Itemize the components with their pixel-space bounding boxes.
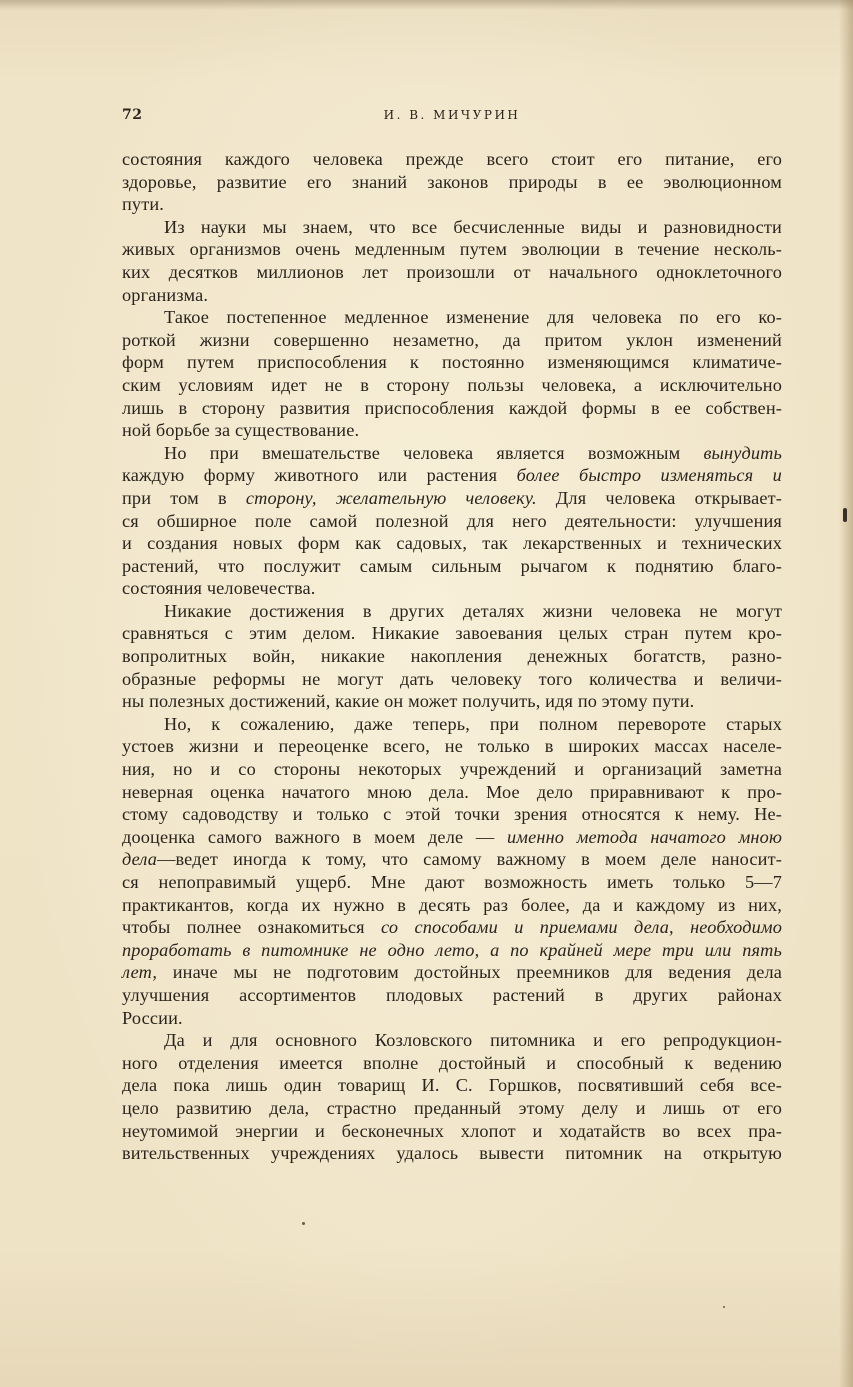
text-line <box>122 1142 782 1165</box>
text-segment: Да и для основного Козловского питомника и его репродукцион- <box>164 1030 782 1051</box>
text-line <box>122 848 782 871</box>
text-line <box>122 1097 782 1120</box>
text-segment: и создания новых форм как садовых, так лекарственных и технических <box>122 533 782 554</box>
text-line <box>122 1074 782 1097</box>
text-segment: сравняться с этим делом. Никакие завоевания целых стран путем кро- <box>122 623 782 644</box>
text-line <box>122 600 782 623</box>
text-segment: роткой жизни совершенно незаметно, да притом уклон изменений <box>122 329 782 350</box>
text-line <box>122 916 782 939</box>
text-segment: Такое постепенное медленное изменение для человека по его ко- <box>164 307 782 328</box>
text-line <box>122 555 782 578</box>
text-segment: живых организмов очень медленным путем эволюции в течение несколь- <box>122 239 782 260</box>
text-line <box>122 781 782 804</box>
italic-text: проработать в питомнике не одно лето, а по крайней мере три или пять <box>122 939 782 960</box>
text-line <box>122 487 782 510</box>
text-line <box>122 464 782 487</box>
text-segment: ны полезных достижений, какие он может получить, идя по этому пути. <box>122 691 695 712</box>
text-segment: дела пока лишь один товарищ И. С. Горшков, посвятивший себя все- <box>122 1075 782 1096</box>
text-line <box>122 148 782 171</box>
text-line <box>122 713 782 736</box>
text-segment: ния, но и со стороны некоторых учреждений и организаций заметна <box>122 759 782 780</box>
body-text <box>122 148 782 1165</box>
italic-text: более быстро изменяться и <box>516 465 782 486</box>
text-line <box>122 1029 782 1052</box>
text-segment: Но, к сожалению, даже теперь, при полном перевороте старых <box>164 713 782 734</box>
margin-mark <box>843 508 847 522</box>
text-line <box>122 735 782 758</box>
text-segment: неутомимой энергии и бесконечных хлопот и ходатайств во всех пра- <box>122 1120 782 1141</box>
text-segment: ся непоправимый ущерб. Мне дают возможность иметь только 5—7 <box>122 872 782 892</box>
italic-text: лет, <box>122 962 158 983</box>
italic-text: со способами и приемами дела, необходимо <box>381 917 782 938</box>
text-segment: России. <box>122 1007 183 1028</box>
text-segment: улучшения ассортиментов плодовых растений в других районах <box>122 984 782 1005</box>
text-line <box>122 577 782 600</box>
text-segment: Из науки мы знаем, что все бесчисленные виды и разновидности <box>164 216 782 237</box>
text-line <box>122 193 782 216</box>
text-segment: Для человека открывает- <box>536 487 782 508</box>
text-segment: ся обширное поле самой полезной для него деятельности: улучшения <box>122 510 782 531</box>
text-segment: ной борьбе за существование. <box>122 420 360 441</box>
text-segment: лишь в сторону развития приспособления каждой формы в ее собствен- <box>122 397 782 418</box>
text-segment: устоев жизни и переоценке всего, не только в широких массах населе- <box>122 736 782 757</box>
text-line <box>122 622 782 645</box>
text-line <box>122 803 782 826</box>
text-segment: Но при вмешательстве человека является возможным <box>164 442 704 463</box>
text-line <box>122 871 782 894</box>
text-line <box>122 1052 782 1075</box>
text-line <box>122 894 782 917</box>
text-line <box>122 826 782 849</box>
text-line <box>122 351 782 374</box>
text-line <box>122 645 782 668</box>
text-segment: ским условиям идет не в сторону пользы человека, а исключительно <box>122 374 782 395</box>
text-segment: вопролитных войн, никакие накопления денежных богатств, разно- <box>122 646 782 667</box>
text-line <box>122 939 782 962</box>
text-segment: неверная оценка начатого мною дела. Мое дело приравнивают к про- <box>122 781 782 802</box>
text-line <box>122 961 782 984</box>
text-line <box>122 1120 782 1143</box>
text-line <box>122 1007 782 1030</box>
text-line <box>122 397 782 420</box>
text-segment: практикантов, когда их нужно в десять раз более, да и каждому из них, <box>122 894 782 915</box>
page-header <box>122 107 782 127</box>
text-line <box>122 758 782 781</box>
text-segment: пути. <box>122 194 165 215</box>
text-line <box>122 532 782 555</box>
text-line <box>122 171 782 194</box>
text-segment: цело развитию дела, страстно преданный этому делу и лишь от его <box>122 1097 782 1118</box>
text-segment: состояния каждого человека прежде всего стоит его питание, его <box>122 149 782 169</box>
text-segment: состояния человечества. <box>122 578 316 599</box>
text-segment: при том в <box>122 487 246 508</box>
text-segment: образные реформы не могут дать человеку того количества и величи- <box>122 668 782 689</box>
text-segment: чтобы полнее ознакомиться <box>122 917 382 938</box>
text-segment: здоровье, развитие его знаний законов природы в ее эволюционном <box>122 171 782 192</box>
text-segment: Никакие достижения в других деталях жизни человека не могут <box>164 600 782 621</box>
speck-2 <box>723 1306 725 1308</box>
speck-1 <box>302 1222 305 1225</box>
text-line <box>122 374 782 397</box>
text-segment: —ведет иногда к тому, что самому важному в моем деле наносит- <box>157 849 782 870</box>
text-segment: каждую форму животного или растения <box>122 465 517 486</box>
running-head: И. В. МИЧУРИН <box>383 108 521 122</box>
text-segment: организма. <box>122 284 209 305</box>
text-line <box>122 216 782 239</box>
text-line <box>122 261 782 284</box>
text-line <box>122 238 782 261</box>
text-segment: форм путем приспособления к постоянно изменяющимся климатиче- <box>122 352 782 373</box>
italic-text: сторону, желательную человеку. <box>245 487 537 508</box>
page-right-edge <box>839 0 853 1387</box>
text-line <box>122 984 782 1007</box>
page-top-shadow <box>0 0 853 10</box>
text-line <box>122 419 782 442</box>
text-line <box>122 284 782 307</box>
text-line <box>122 510 782 533</box>
text-segment: растений, что послужит самым сильным рычагом к поднятию благо- <box>122 555 782 576</box>
italic-text: именно метода начатого мною <box>506 826 782 847</box>
text-segment: стому садоводству и только с этой точки зрения относятся к нему. Не- <box>122 804 782 825</box>
text-line <box>122 668 782 691</box>
text-line <box>122 690 782 713</box>
italic-text: вынудить <box>703 442 782 463</box>
text-line <box>122 306 782 329</box>
text-segment: ких десятков миллионов лет произошли от начального одноклеточного <box>122 261 782 282</box>
text-segment: дооценка самого важного в моем деле — <box>122 826 507 847</box>
italic-text: дела <box>122 849 158 870</box>
page-number: 72 <box>122 107 143 123</box>
text-line <box>122 329 782 352</box>
text-line <box>122 442 782 465</box>
text-segment: вительственных учреждениях удалось вывести питомник на открытую <box>122 1143 782 1164</box>
text-segment: иначе мы не подготовим достойных преемников для ведения дела <box>157 962 782 983</box>
text-segment: ного отделения имеется вполне достойный и способный к ведению <box>122 1052 782 1073</box>
